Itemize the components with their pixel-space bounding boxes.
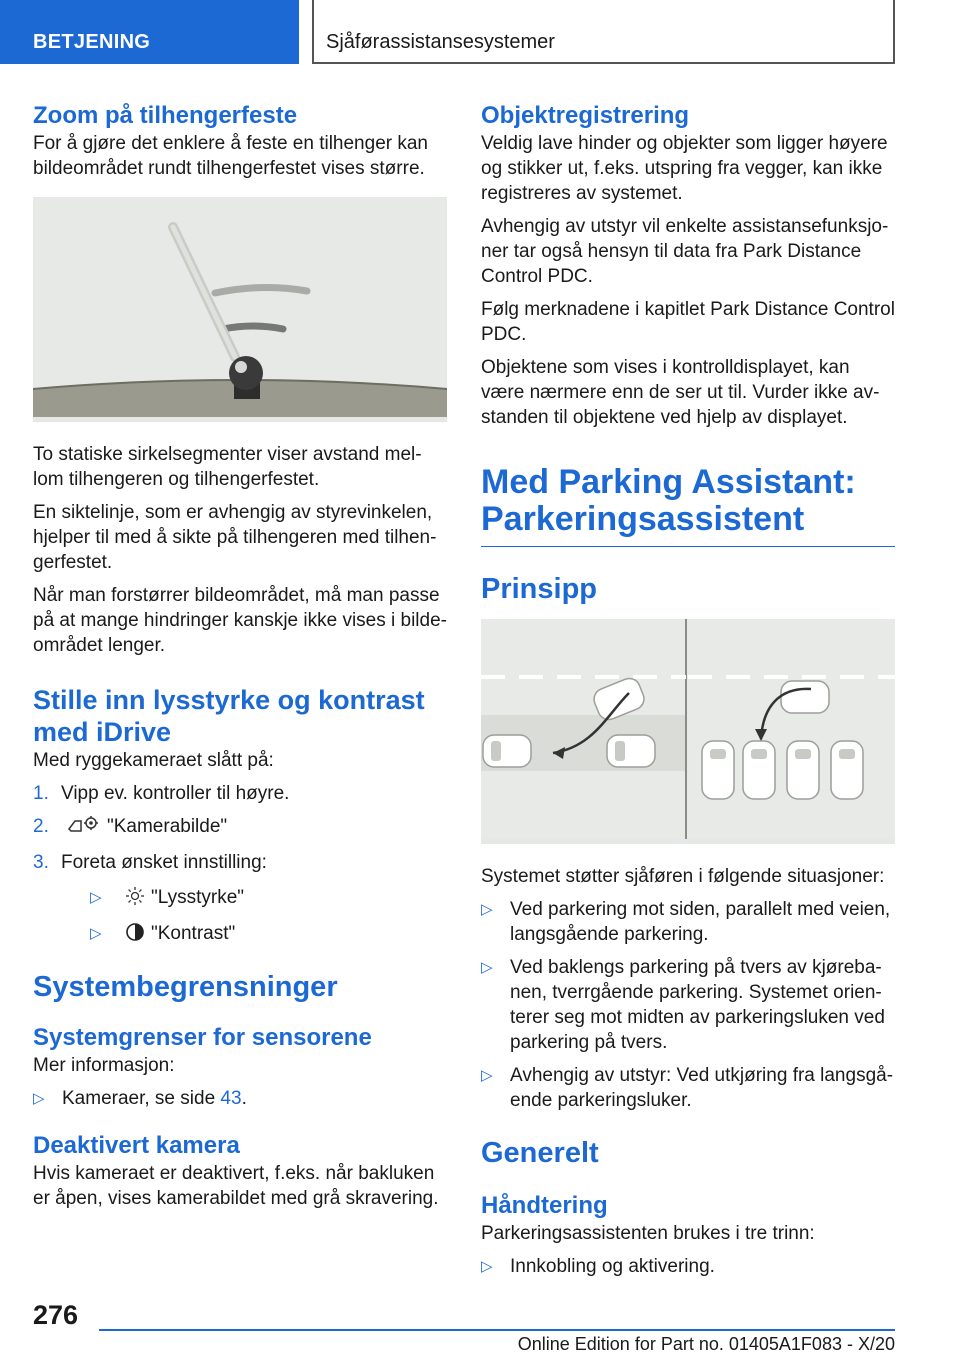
- brightness-heading: Stille inn lysstyrke og kontrast med iDrive: [33, 685, 425, 747]
- para-segments: To statiske sirkelsegmenter viser avstand mel-lom tilhengeren og tilhengerfestet.: [33, 444, 422, 490]
- triangle-bullet-icon: ▷: [33, 1090, 45, 1107]
- list-item: ▷ Kameraer, se side 43.: [33, 1088, 247, 1109]
- parking-assistant-heading: Med Parking Assistant: Parkeringsassistent: [481, 464, 895, 547]
- object-para-3: Følg merknadene i kapitlet Park Distance Control PDC.: [481, 299, 895, 345]
- zoom-intro: For å gjøre det enklere å feste en tilhenger kan bildeområdet rundt tilhengerfestet vises større.: [33, 133, 429, 179]
- triangle-bullet-icon: ▷: [90, 889, 102, 906]
- step-number: 3.: [33, 852, 49, 873]
- left-column: [33, 101, 447, 1219]
- item-text: Kameraer, se side: [62, 1088, 216, 1109]
- deactivated-heading: Deaktivert kamera: [33, 1132, 240, 1159]
- general-heading: Generelt: [481, 1137, 599, 1169]
- list-item: [481, 955, 895, 1055]
- trailer-hitch-camera-figure: [33, 197, 447, 422]
- item-text: Ved baklengs parkering på tvers av kjøreba-nen, tverrgående parkering. Systemet orien-terer seg mot midten av parkeringsluken ved parkering på tvers.: [510, 957, 885, 1053]
- parking-principle-figure: [481, 619, 895, 844]
- para-enlarge: Når man forstørrer bildeområdet, må man passe på at mange hindringer kanskje ikke vises i bilde-området lenger.: [33, 585, 447, 656]
- object-para-1: Veldig lave hinder og objekter som ligger høyere og stikker ut, f.eks. utspring fra vegger, kan ikke registreres av systemet.: [481, 133, 888, 204]
- chapter-title: Sjåførassistansesystemer: [326, 31, 555, 53]
- step-text: "Kamerabilde": [107, 816, 228, 837]
- limits-heading: Systembegrensninger: [33, 971, 338, 1003]
- triangle-bullet-icon: ▷: [481, 1258, 493, 1275]
- list-item: [481, 1254, 895, 1279]
- handling-intro: Parkeringsassistenten brukes i tre trinn:: [481, 1223, 815, 1244]
- triangle-bullet-icon: ▷: [90, 925, 102, 942]
- page-link[interactable]: 43: [220, 1088, 242, 1109]
- step-number: 2.: [33, 816, 49, 837]
- brightness-intro: Med ryggekameraet slått på:: [33, 750, 274, 771]
- step-3: [33, 850, 447, 949]
- triangle-bullet-icon: ▷: [481, 1067, 493, 1084]
- footer-edition: Online Edition for Part no. 01405A1F083 - X/20: [517, 1334, 895, 1354]
- step-text: Foreta ønsket innstilling:: [61, 852, 267, 873]
- handling-heading: Håndtering: [481, 1192, 608, 1219]
- section-tab: [0, 0, 299, 64]
- page-number: 276: [33, 1300, 79, 1330]
- sensor-heading: Systemgrenser for sensorene: [33, 1024, 372, 1051]
- camera-settings-icon: [67, 815, 101, 842]
- contrast-option: [61, 921, 447, 949]
- object-para-4: Objektene som vises i kontrolldisplayet, kan være nærmere enn de ser ut til. Vurder ikke av-standen til objektene ved hjelp av displayet.: [481, 357, 880, 428]
- right-column: [481, 101, 895, 1287]
- handling-list: [481, 1254, 895, 1279]
- list-item: [481, 897, 895, 947]
- section-label: BETJENING: [33, 31, 151, 53]
- settings-sublist: [61, 885, 447, 949]
- item-text: Ved parkering mot siden, parallelt med veien, langsgående parkering.: [510, 899, 891, 945]
- step-number: 1.: [33, 783, 49, 804]
- zoom-heading: Zoom på tilhengerfeste: [33, 102, 298, 129]
- principle-heading: Prinsipp: [481, 573, 598, 605]
- list-item: [481, 1063, 895, 1113]
- contrast-icon: [125, 922, 145, 949]
- step-1: [33, 781, 447, 806]
- hitch-zoom-illustration: [33, 197, 447, 417]
- step-2: [33, 814, 447, 842]
- sensor-intro: Mer informasjon:: [33, 1055, 175, 1076]
- chapter-header: [312, 0, 895, 64]
- steps-list: [33, 781, 447, 949]
- object-detection-heading: Objektregistrering: [481, 102, 690, 129]
- object-para-2: Avhengig av utstyr vil enkelte assistansefunksjo-ner tar også hensyn til data fra Park Distance Control PDC.: [481, 216, 889, 287]
- footer-divider: [99, 1329, 895, 1331]
- option-label: "Lysstyrke": [151, 887, 245, 908]
- item-text: Avhengig av utstyr: Ved utkjøring fra langsgå-ende parkeringsluker.: [510, 1065, 894, 1111]
- para-sightline: En siktelinje, som er avhengig av styrevinkelen, hjelper til med å sikte på tilhengeren med tilhen-gerfestet.: [33, 502, 437, 573]
- option-label: "Kontrast": [151, 923, 236, 944]
- step-text: Vipp ev. kontroller til høyre.: [61, 783, 290, 804]
- brightness-option: [61, 885, 447, 913]
- support-list: [481, 897, 895, 1113]
- support-intro: Systemet støtter sjåføren i følgende situasjoner:: [481, 866, 885, 887]
- sun-icon: [125, 886, 145, 913]
- sensor-list: [33, 1086, 447, 1111]
- item-text: Innkobling og aktivering.: [510, 1256, 715, 1277]
- parking-maneuver-illustration: [481, 619, 895, 839]
- triangle-bullet-icon: ▷: [481, 901, 493, 918]
- deactivated-text: Hvis kameraet er deaktivert, f.eks. når bakluken er åpen, vises kamerabildet med grå skravering.: [33, 1163, 439, 1209]
- triangle-bullet-icon: ▷: [481, 959, 493, 976]
